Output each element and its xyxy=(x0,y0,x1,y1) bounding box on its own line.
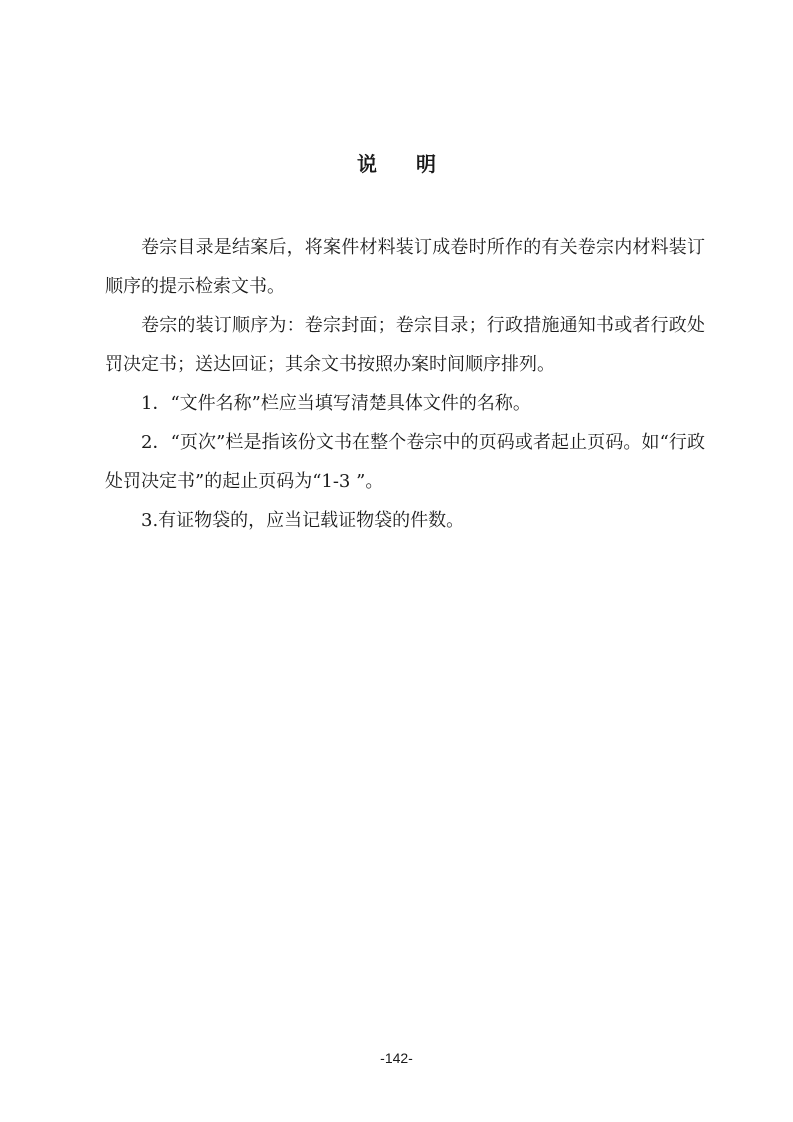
page-title: 说 明 xyxy=(357,152,452,176)
paragraph-binding-order: 卷宗的装订顺序为：卷宗封面；卷宗目录；行政措施通知书或者行政处罚决定书；送达回证；其余文书按照办案时间顺序排列。 xyxy=(105,315,705,375)
paragraph-item-1: 1．“文件名称”栏应当填写清楚具体文件的名称。 xyxy=(141,393,531,414)
document-body xyxy=(105,228,705,540)
page-number: -142- xyxy=(380,1050,413,1066)
paragraph-intro: 卷宗目录是结案后，将案件材料装订成卷时所作的有关卷宗内材料装订顺序的提示检索文书。 xyxy=(105,237,705,297)
paragraph-item-3: 3.有证物袋的，应当记载证物袋的件数。 xyxy=(141,510,465,531)
paragraph-item-2: 2．“页次”栏是指该份文书在整个卷宗中的页码或者起止页码。如“行政处罚决定书”的起止页码为“1-3 ”。 xyxy=(105,432,705,492)
